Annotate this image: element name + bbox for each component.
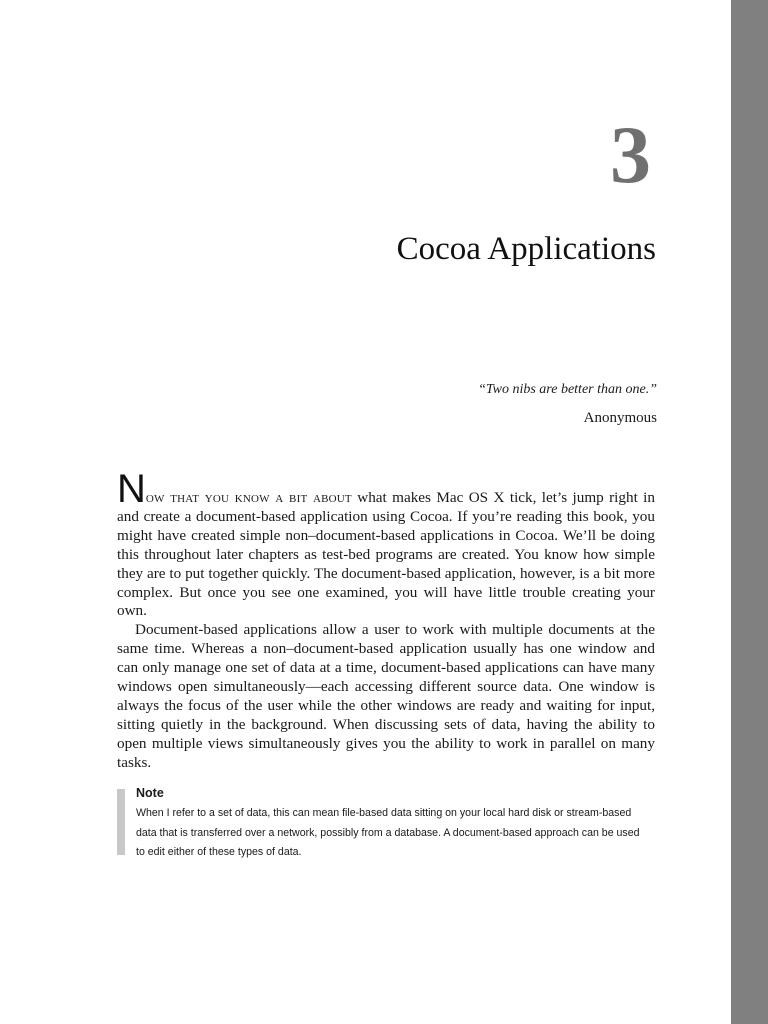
epigraph-author: Anonymous	[583, 410, 657, 426]
body-text	[117, 467, 655, 773]
note-body	[136, 804, 656, 863]
lead-in-smallcaps: ow that you know a bit about	[145, 489, 352, 506]
note-line-2: data that is transferred over a network, possibly from a database. A document-based approach can be used	[136, 826, 640, 839]
paragraph-1-text: what makes Mac OS X tick, let’s jump right in and create a document-based application using Cocoa. If you’re reading this book, you might have created simple non–document-based applications in Cocoa. We’ll be doing this throughout later chapters as test-bed programs are created. You know how simple they are to put together quickly. The document-based application, however, is a bit more complex. But once you see one examined, you will have little trouble creating your own.	[117, 489, 655, 620]
note-box	[117, 786, 655, 858]
paragraph-2: Document-based applications allow a user to work with multiple documents at the same time. Whereas a non–document-based application usually has one window and can only manage one set of data at a time, document-based applications can have many windows open simultaneously—each accessing different source data. One window is always the focus of the user while the other windows are ready and waiting for input, sitting quietly in the background. When discussing sets of data, having the ability to open multiple views simultaneously gives you the ability to work in parallel on many tasks.	[117, 621, 655, 771]
note-line-1: When I refer to a set of data, this can mean file-based data sitting on your local hard disk or stream-based	[136, 807, 632, 819]
epigraph-quote: “Two nibs are better than one.”	[478, 382, 657, 397]
chapter-title: Cocoa Applications	[396, 231, 656, 267]
chapter-number: 3	[610, 109, 651, 200]
drop-cap: N	[117, 467, 146, 511]
paragraph-1	[117, 467, 655, 621]
page-edge-bar	[731, 0, 768, 1024]
note-sidebar-rule	[117, 789, 125, 855]
note-line-3: to edit either of these types of data.	[136, 846, 302, 858]
note-heading: Note	[136, 786, 164, 800]
